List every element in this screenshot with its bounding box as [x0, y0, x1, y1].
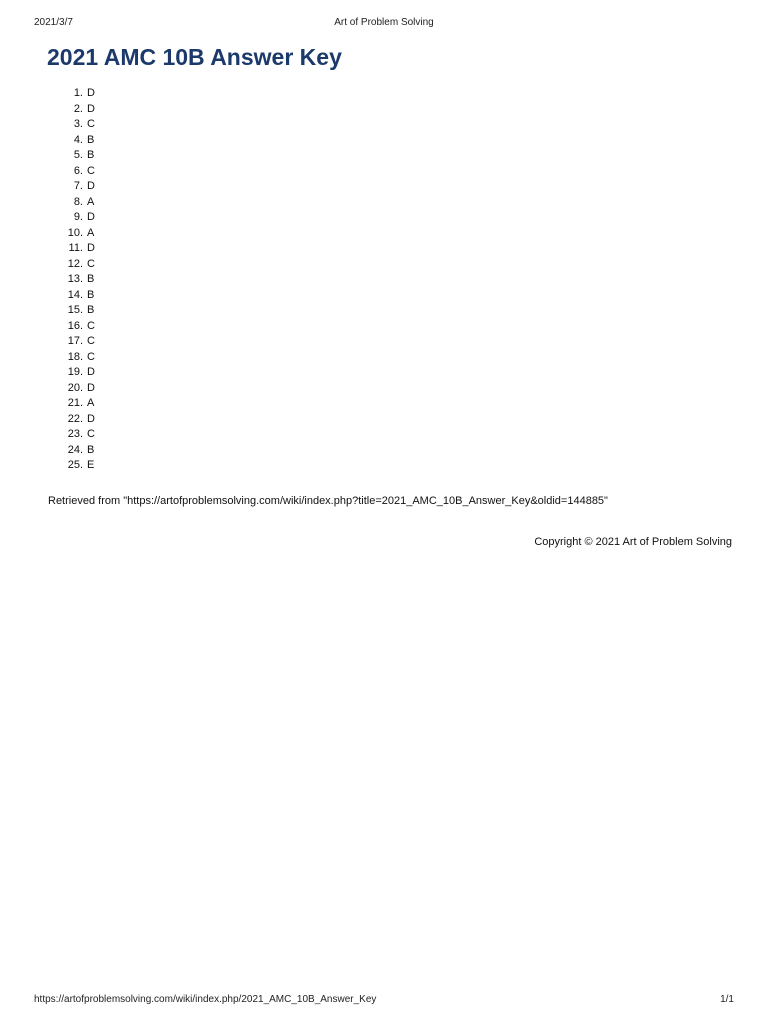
answer-letter: C [87, 118, 95, 131]
answer-letter: B [87, 304, 95, 317]
answer-letter: C [87, 164, 95, 177]
answer-item [47, 102, 95, 118]
answer-item [47, 257, 95, 273]
print-footer [34, 994, 734, 1008]
answer-item [47, 288, 95, 304]
question-number: 14. [67, 288, 83, 301]
answer-item [47, 303, 95, 319]
question-number: 11. [68, 242, 83, 255]
answer-letter: C [87, 319, 95, 332]
answer-list [47, 86, 95, 474]
answer-item [47, 443, 95, 459]
answer-item [47, 272, 95, 288]
answer-letter: C [87, 350, 95, 363]
answer-letter: E [87, 459, 95, 472]
answer-item [47, 133, 95, 149]
answer-letter: B [87, 273, 95, 286]
question-number: 12. [67, 257, 83, 270]
print-date: 2021/3/7 [34, 17, 73, 28]
page-number: 1/1 [720, 994, 734, 1005]
answer-letter: D [87, 242, 95, 255]
answer-letter: C [87, 335, 95, 348]
question-number: 20. [67, 381, 83, 394]
answer-letter: D [87, 102, 95, 115]
copyright-text: Copyright © 2021 Art of Problem Solving [534, 536, 732, 548]
answer-item [47, 412, 95, 428]
question-number: 10. [67, 226, 83, 239]
print-site-title: Art of Problem Solving [334, 17, 434, 28]
answer-item [47, 164, 95, 180]
question-number: 23. [67, 428, 83, 441]
question-number: 4. [73, 133, 83, 146]
answer-letter: C [87, 428, 95, 441]
question-number: 16. [67, 319, 83, 332]
answer-item [47, 365, 95, 381]
answer-letter: D [87, 412, 95, 425]
answer-item [47, 148, 95, 164]
question-number: 18. [67, 350, 83, 363]
answer-letter: B [87, 133, 95, 146]
answer-letter: D [87, 366, 95, 379]
answer-item [47, 117, 95, 133]
answer-item [47, 396, 95, 412]
question-number: 24. [67, 443, 83, 456]
answer-item [47, 427, 95, 443]
answer-item [47, 226, 95, 242]
answer-item [47, 241, 95, 257]
answer-letter: A [87, 195, 95, 208]
answer-item [47, 381, 95, 397]
answer-letter: A [87, 397, 95, 410]
answer-letter: D [87, 381, 95, 394]
answer-letter: D [87, 211, 95, 224]
answer-item [47, 334, 95, 350]
answer-item [47, 319, 95, 335]
answer-letter: A [87, 226, 95, 239]
answer-letter: B [87, 288, 95, 301]
question-number: 9. [73, 211, 83, 224]
question-number: 2. [73, 102, 83, 115]
question-number: 15. [67, 304, 83, 317]
answer-item [47, 350, 95, 366]
answer-item [47, 210, 95, 226]
answer-letter: B [87, 149, 95, 162]
answer-letter: B [87, 443, 95, 456]
question-number: 19. [67, 366, 83, 379]
question-number: 22. [67, 412, 83, 425]
page-title: 2021 AMC 10B Answer Key [47, 44, 342, 70]
question-number: 5. [73, 149, 83, 162]
question-number: 3. [73, 118, 83, 131]
retrieved-from-text: Retrieved from "https://artofproblemsolving.com/wiki/index.php?title=2021_AMC_10B_Answer_Key&oldid=144885" [48, 495, 608, 507]
answer-letter: D [87, 87, 95, 99]
question-number: 13. [67, 273, 83, 286]
answer-item [47, 179, 95, 195]
question-number: 8. [73, 195, 83, 208]
question-number: 17. [67, 335, 83, 348]
answer-letter: C [87, 257, 95, 270]
print-header [34, 17, 734, 31]
question-number: 25. [67, 459, 83, 472]
question-number: 6. [73, 164, 83, 177]
answer-item [47, 458, 95, 474]
question-number: 21. [67, 397, 83, 410]
print-url: https://artofproblemsolving.com/wiki/index.php/2021_AMC_10B_Answer_Key [34, 994, 377, 1005]
question-number: 1. [73, 87, 83, 99]
answer-item [47, 86, 95, 102]
question-number: 7. [73, 180, 83, 193]
answer-item [47, 195, 95, 211]
answer-letter: D [87, 180, 95, 193]
